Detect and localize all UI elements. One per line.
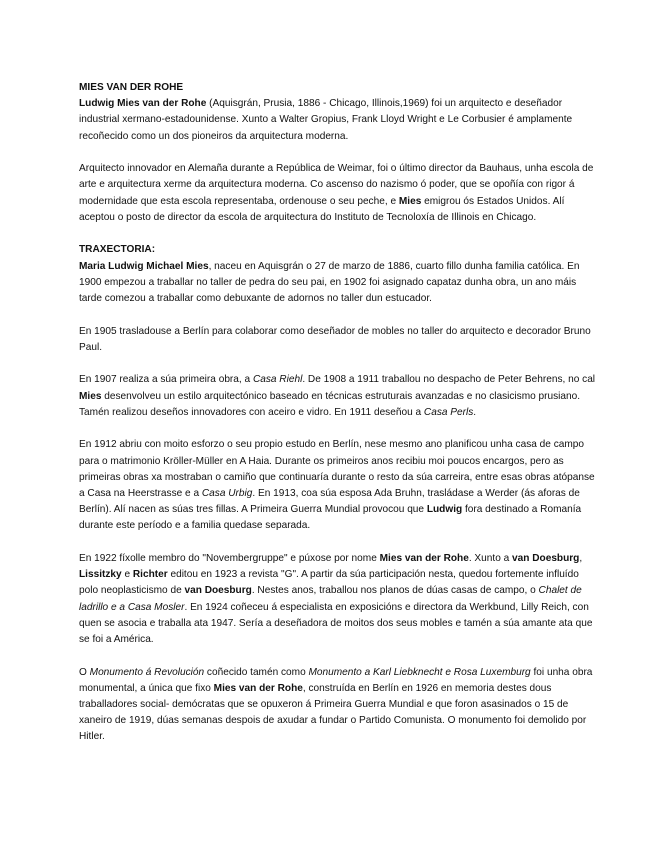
p1912-a: En 1912 abriu con moito esforzo o seu propio estudo en Berlín, nese mesmo ano planificou unha casa de campo para o matrimonio Kröller-Müller en A Haia. Durante os primeiros anos recibiu moi poucos encargos, pero as primeiras obras xa mostraban o camiño que continuaría durante o resto da súa carreira, entre esas obras atópanse a Casa na Heerstrasse e a	[79, 439, 595, 500]
traxectoria-name: Maria Ludwig Michael Mies	[79, 260, 209, 272]
p1922-lissitzky: Lissitzky	[79, 569, 122, 581]
intro-text: (Aquisgrán, Prusia, 1886 - Chicago, Illinois,1969) foi un arquitecto e deseñador industrial xermano-estadounidense. Xunto a Walter Gropius, Frank Lloyd Wright e Le Corbusier é amplamente recoñecido como un dos pioneiros da arquitectura moderna.	[79, 98, 573, 142]
intro-paragraph	[79, 96, 599, 145]
p1922-e: ,	[579, 553, 583, 565]
document-title: MIES VAN DER ROHE	[79, 82, 184, 93]
monumento-a: O	[79, 666, 90, 678]
p1912-ludwig: Ludwig	[426, 504, 463, 516]
paragraph-1922	[79, 551, 599, 648]
p1907-a: En 1907 realiza a súa primeira obra, a	[79, 374, 253, 386]
document-page	[79, 80, 599, 746]
intro-name: Ludwig Mies van der Rohe	[79, 98, 207, 110]
p1907-g: .	[473, 406, 477, 418]
p1922-chalet: Chalet de ladrillo e a Casa Mosler	[79, 585, 582, 613]
p1912-casa-urbig: Casa Urbig	[201, 488, 253, 500]
p1907-casa-riehl: Casa Riehl	[252, 374, 303, 386]
p1922-m: . En 1924 coñeceu á especialista en exposicións e directora da Werkbund, Lilly Reich, con quen se asocia e traballa ata 1947. Sería a deseñadora de moitos dos seus mobles e tamén a súa amante ata que se foi a América.	[79, 601, 593, 646]
p1922-k: . Nestes anos, traballou nos planos de dúas casas de campo, o	[251, 585, 539, 597]
weimar-text-c: emigrou ós Estados Unidos. Alí aceptou o posto de director da escola de arquitectura do Instituto de Tecnoloxía de Illinois en Chicago.	[79, 195, 565, 223]
monumento-revolucion: Monumento á Revolución	[89, 666, 205, 678]
monumento-liebknecht: Monumento a Karl Liebknecht e Rosa Luxemburg	[308, 666, 531, 678]
p1922-van-doesburg: van Doesburg	[512, 553, 580, 565]
monumento-mies: Mies van der Rohe	[213, 682, 303, 694]
paragraph-monumento	[79, 665, 599, 746]
p1922-i: editou en 1923 a revista "G". A partir da súa participación nesta, quedou fortemente influído polo neoplasticismo de	[79, 569, 579, 597]
traxectoria-paragraph	[79, 259, 599, 308]
p1912-c: . En 1913, coa súa esposa Ada Bruhn, trasládase a Werder (ás aforas de Berlín). Alí nacen as súas tres fillas. A Primeira Guerra Mundial provocou que	[79, 488, 580, 516]
paragraph-1912	[79, 437, 599, 534]
p1907-e: desenvolveu un estilo arquitectónico baseado en técnicas estruturais avanzadas e no clasicismo prusiano. Tamén realizou deseños innovadores con aceiro e vidro. En 1911 deseñou a	[79, 390, 581, 418]
p1907-mies: Mies	[79, 390, 102, 402]
paragraph-1907	[79, 372, 599, 421]
p1922-van-doesburg-2: van Doesburg	[184, 585, 252, 597]
p1922-mies-van-der-rohe: Mies van der Rohe	[379, 553, 469, 565]
p1912-e: fora destinado a Romanía durante este período e a familia quedase separada.	[79, 504, 582, 532]
p1922-g: e	[121, 569, 133, 581]
p1907-c: . De 1908 a 1911 traballou no despacho de Peter Behrens, no cal	[302, 374, 596, 386]
monumento-e: foi unha obra monumental, a única que fixo	[79, 666, 593, 694]
p1907-casa-perls: Casa Perls	[423, 406, 474, 418]
weimar-mies: Mies	[398, 195, 422, 207]
section-heading-traxectoria: TRAXECTORIA:	[79, 244, 156, 256]
monumento-c: coñecido tamén como	[204, 666, 309, 678]
weimar-text-a: Arquitecto innovador en Alemaña durante a República de Weimar, foi o último director da Bauhaus, unha escola de arte e arquitectura xerme da arquitectura moderna. Co ascenso do nazismo ó poder, que se opoñía con rigor á modernidade que esta escola representaba, ordenouse o seu peche, e	[79, 163, 594, 207]
monumento-g: , construída en Berlín en 1926 en memoria destes dous traballadores social- demócratas que se opuxeron á Primeira Guerra Mundial e que foron asasinados o 15 de xaneiro de 1919, dúas semanas despois de axudar a fundar o Partido Comunista. O monumento foi demolido por Hitler.	[79, 682, 587, 743]
p1922-richter: Richter	[132, 569, 168, 581]
weimar-paragraph	[79, 161, 599, 226]
p1922-a: En 1922 fíxolle membro do "Novembergruppe" e púxose por nome	[79, 553, 380, 565]
traxectoria-text: , naceu en Aquisgrán o 27 de marzo de 1886, cuarto fillo dunha familia católica. En 1900 empezou a traballar no taller de pedra do seu pai, en 1902 foi asignado capataz dunha obra, un ano máis tarde comezou a traballar como debuxante de adornos no taller dun estucador.	[79, 260, 580, 305]
paragraph-1905: En 1905 trasladouse a Berlín para colaborar como deseñador de mobles no taller do arquitecto e decorador Bruno Paul.	[79, 325, 591, 353]
p1922-c: . Xunto a	[468, 553, 513, 565]
